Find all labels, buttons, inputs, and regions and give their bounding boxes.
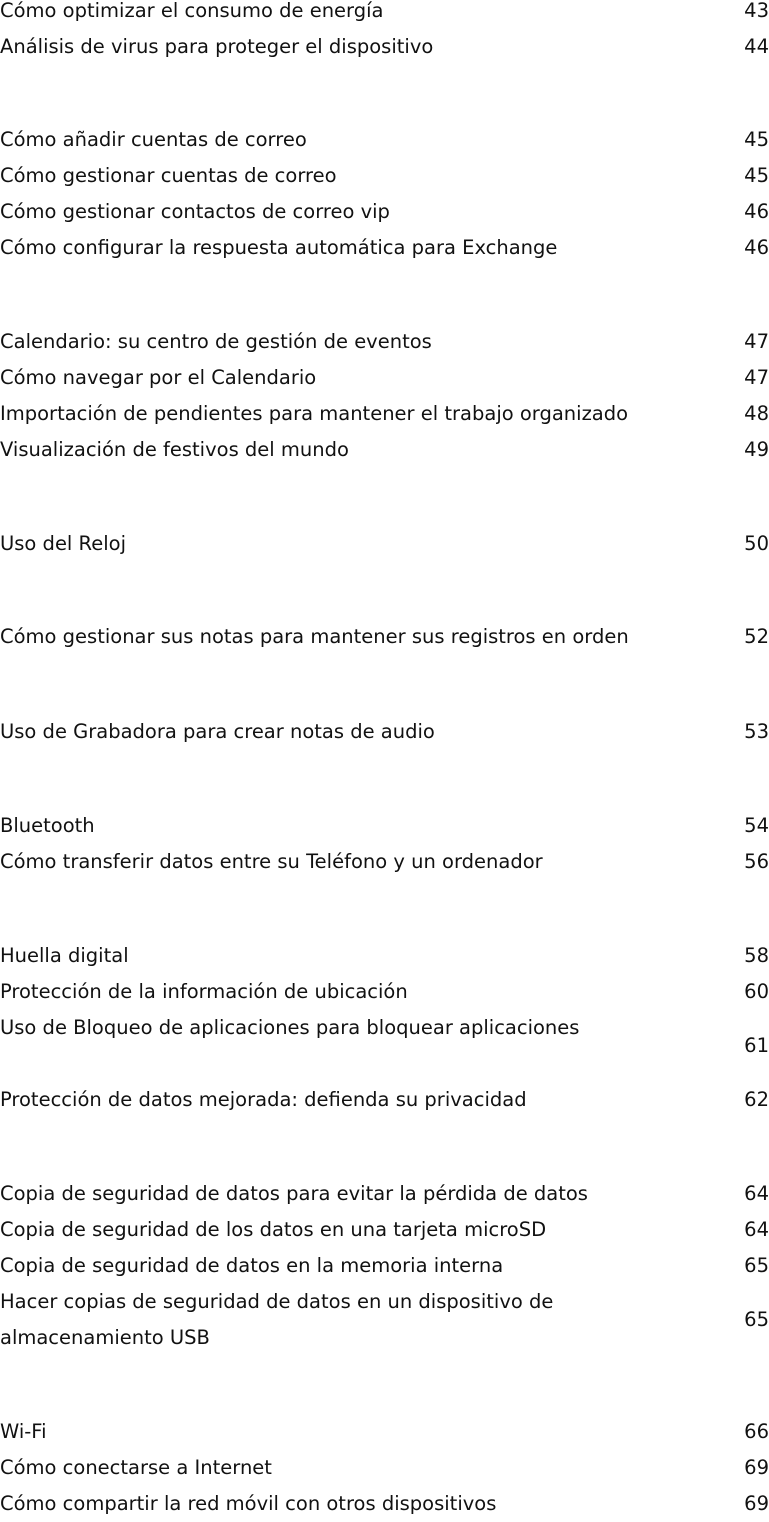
toc-entry[interactable]	[0, 1248, 769, 1284]
toc-entry[interactable]	[0, 1284, 769, 1356]
toc-entry-title: Protección de la información de ubicación	[0, 980, 408, 1003]
toc-entry[interactable]	[0, 714, 769, 750]
toc-entry[interactable]	[0, 1212, 769, 1248]
toc-entry-title: Wi-Fi	[0, 1420, 47, 1443]
toc-entry[interactable]	[0, 122, 769, 158]
toc-entry-title: Protección de datos mejorada: defienda su privacidad	[0, 1088, 527, 1111]
toc-entry-page: 54	[744, 814, 769, 837]
toc-entry[interactable]	[0, 158, 769, 194]
toc-entry-page: 60	[744, 980, 769, 1003]
toc-entry-title: Uso de Grabadora para crear notas de audio	[0, 720, 435, 743]
toc-entry-title: Cómo conectarse a Internet	[0, 1456, 272, 1479]
toc-entry-title: Importación de pendientes para mantener el trabajo organizado	[0, 402, 629, 425]
toc-entry[interactable]	[0, 1010, 769, 1057]
toc-entry-page: 49	[744, 438, 769, 461]
toc-entry-page: 64	[744, 1218, 769, 1241]
toc-entry-page: 52	[744, 625, 769, 648]
toc-entry-title: Cómo gestionar cuentas de correo	[0, 164, 337, 187]
toc-entry-page: 47	[744, 330, 769, 353]
toc-entry-page: 66	[744, 1420, 769, 1443]
toc-entry-title: Bluetooth	[0, 814, 95, 837]
toc-entry-page: 47	[744, 366, 769, 389]
toc-entry[interactable]	[0, 526, 769, 562]
toc-entry-page: 45	[744, 128, 769, 151]
toc-entry-title: Huella digital	[0, 944, 129, 967]
toc-entry-title: Visualización de festivos del mundo	[0, 438, 349, 461]
toc-entry[interactable]	[0, 396, 769, 432]
toc-entry-title: Cómo transferir datos entre su Teléfono y un ordenador	[0, 850, 543, 873]
toc-entry[interactable]	[0, 360, 769, 396]
toc-entry-title: Cómo gestionar contactos de correo vip	[0, 200, 390, 223]
toc-entry-page: 46	[744, 200, 769, 223]
toc-entry-page: 43	[744, 0, 769, 22]
toc-entry[interactable]	[0, 29, 769, 65]
toc-entry[interactable]	[0, 619, 769, 655]
toc-entry-page: 45	[744, 164, 769, 187]
toc-entry[interactable]	[0, 808, 769, 844]
toc-entry-title: Copia de seguridad de datos para evitar la pérdida de datos	[0, 1182, 588, 1205]
toc-entry-page: 44	[744, 35, 769, 58]
toc-entry[interactable]	[0, 432, 769, 468]
toc-entry-title: Cómo añadir cuentas de correo	[0, 128, 307, 151]
toc-entry[interactable]	[0, 0, 769, 29]
toc-entry-title: Calendario: su centro de gestión de eventos	[0, 330, 432, 353]
toc-entry-page: 56	[744, 850, 769, 873]
toc-entry-page: 48	[744, 402, 769, 425]
toc-entry-page: 64	[744, 1182, 769, 1205]
toc-entry-title: Cómo navegar por el Calendario	[0, 366, 317, 389]
toc-entry-page: 69	[744, 1456, 769, 1479]
toc-entry[interactable]	[0, 194, 769, 230]
toc-entry-title: Cómo gestionar sus notas para mantener sus registros en orden	[0, 625, 629, 648]
toc-entry-page: 65	[744, 1254, 769, 1277]
toc-entry-page: 53	[744, 720, 769, 743]
toc-entry-page: 46	[744, 236, 769, 259]
toc-entry-title: Uso del Reloj	[0, 532, 126, 555]
toc-entry[interactable]	[0, 844, 769, 880]
toc-entry-page: 62	[744, 1088, 769, 1111]
toc-entry-title: Hacer copias de seguridad de datos en un dispositivo de almacenamiento USB	[0, 1290, 554, 1349]
toc-entry[interactable]	[0, 1176, 769, 1212]
toc-entry-title: Copia de seguridad de datos en la memoria interna	[0, 1254, 504, 1277]
toc-entry-title: Copia de seguridad de los datos en una tarjeta microSD	[0, 1218, 547, 1241]
toc-entry-page: 61	[744, 1034, 769, 1057]
toc-entry-title: Uso de Bloqueo de aplicaciones para bloquear aplicaciones	[0, 1016, 580, 1039]
toc-entry-title: Cómo compartir la red móvil con otros dispositivos	[0, 1492, 497, 1515]
toc-entry-title: Análisis de virus para proteger el dispositivo	[0, 35, 434, 58]
toc-entry[interactable]	[0, 974, 769, 1010]
toc-entry-page: 65	[744, 1308, 769, 1331]
toc-entry-page: 69	[744, 1492, 769, 1515]
toc-entry-title: Cómo configurar la respuesta automática para Exchange	[0, 236, 558, 259]
toc-entry-page: 50	[744, 532, 769, 555]
toc-entry[interactable]	[0, 1450, 769, 1486]
toc-entry-page: 58	[744, 944, 769, 967]
toc-entry[interactable]	[0, 938, 769, 974]
toc-entry[interactable]	[0, 1082, 769, 1118]
toc-entry-title: Cómo optimizar el consumo de energía	[0, 0, 384, 22]
toc-entry[interactable]	[0, 1414, 769, 1450]
toc-entry[interactable]	[0, 324, 769, 360]
toc-entry[interactable]	[0, 230, 769, 266]
